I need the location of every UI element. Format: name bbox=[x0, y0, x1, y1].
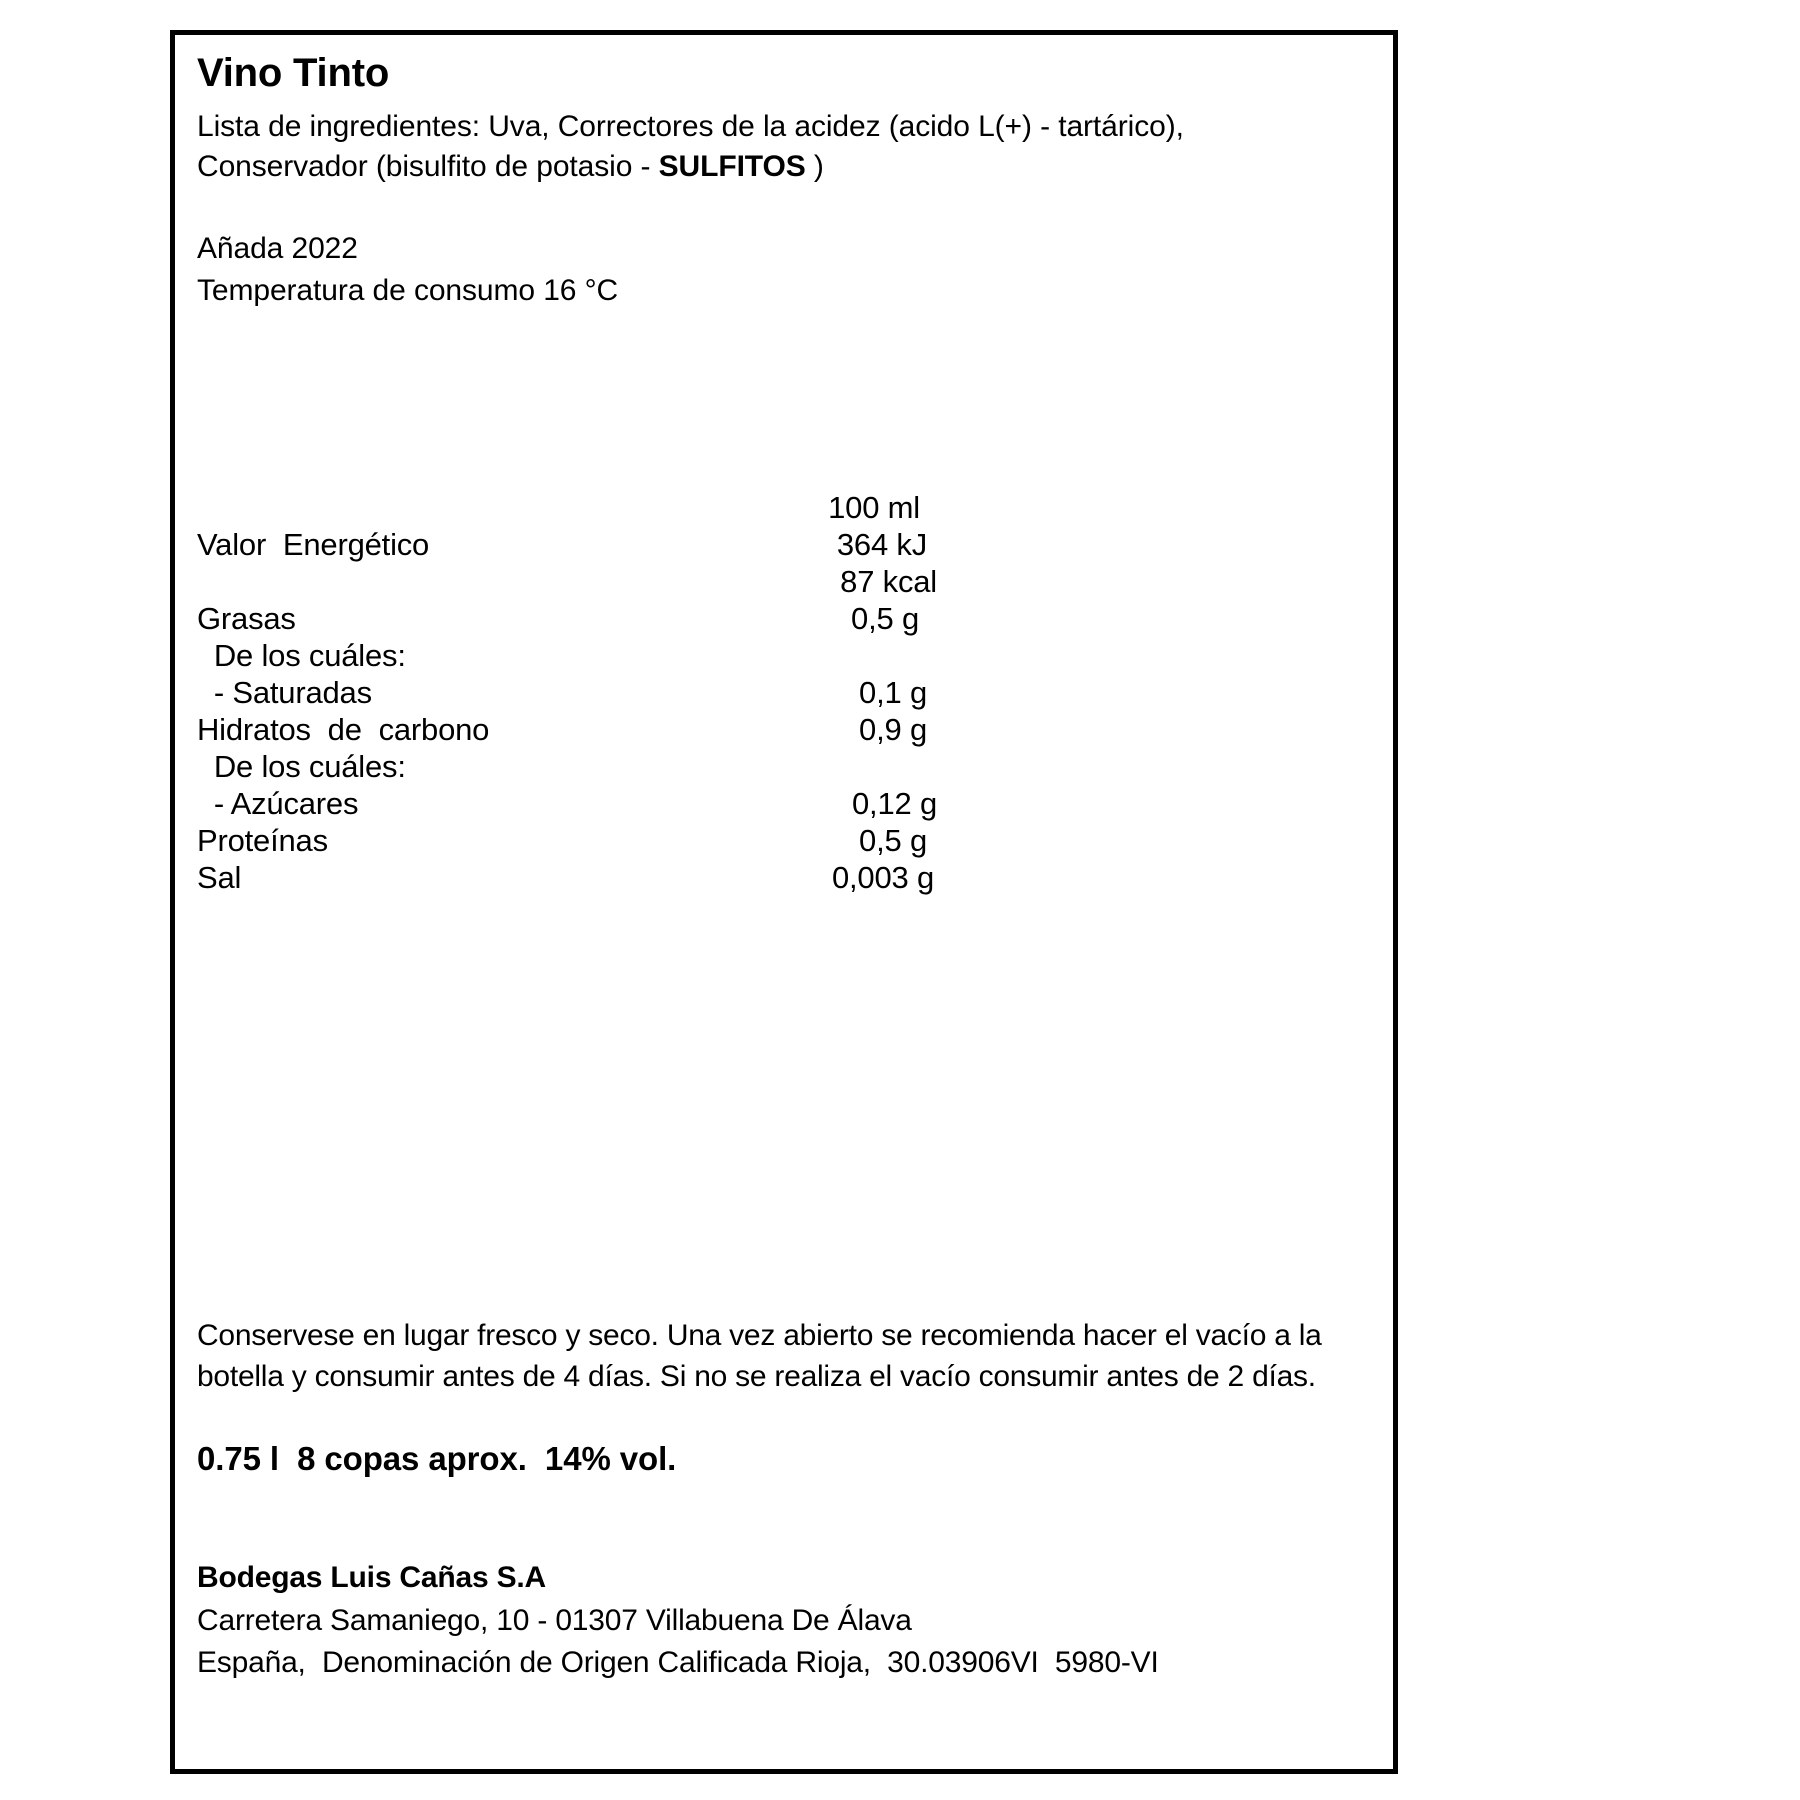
table-row-fat-of-which bbox=[197, 638, 937, 675]
table-row-energy-kj bbox=[197, 527, 937, 564]
nutrition-table bbox=[197, 490, 937, 897]
table-row-saturates bbox=[197, 675, 937, 712]
sugars-value: 0,12 g bbox=[852, 786, 937, 821]
table-row-carbohydrates bbox=[197, 712, 937, 749]
fat-label: Grasas bbox=[197, 601, 296, 636]
protein-value: 0,5 g bbox=[859, 823, 927, 858]
allergen-sulfitos: SULFITOS bbox=[658, 149, 806, 183]
energy-kj-value: 364 kJ bbox=[836, 527, 927, 562]
ingredients-line-2-suffix: ) bbox=[805, 149, 824, 183]
table-row-energy-kcal bbox=[197, 564, 937, 601]
carbohydrates-label: Hidratos de carbono bbox=[197, 712, 490, 747]
ingredients-line-1: Lista de ingredientes: Uva, Correctores de la acidez (acido L(+) - tartárico), bbox=[197, 110, 1184, 143]
carbohydrates-value: 0,9 g bbox=[859, 712, 927, 747]
table-row-sugars bbox=[197, 786, 937, 823]
label-content bbox=[197, 35, 1383, 1769]
vintage-year: Añada 2022 bbox=[197, 232, 358, 266]
vintage-and-serving bbox=[197, 186, 1383, 311]
table-row-salt bbox=[197, 860, 937, 897]
fat-value: 0,5 g bbox=[851, 601, 919, 636]
salt-label: Sal bbox=[197, 860, 242, 895]
energy-label: Valor Energético bbox=[197, 527, 430, 562]
serving-temperature: Temperatura de consumo 16 °C bbox=[197, 273, 619, 307]
saturates-label: - Saturadas bbox=[197, 675, 372, 710]
nutrition-header-value: 100 ml bbox=[828, 490, 920, 525]
fat-of-which-label: De los cuáles: bbox=[197, 638, 406, 673]
energy-kcal-value: 87 kcal bbox=[840, 564, 937, 599]
producer-company: Bodegas Luis Cañas S.A bbox=[197, 1561, 547, 1594]
producer-origin-and-codes: España, Denominación de Origen Calificada Rioja, 30.03906VI 5980-VI bbox=[197, 1646, 1159, 1680]
protein-label: Proteínas bbox=[197, 823, 328, 858]
producer-block bbox=[197, 1557, 1387, 1685]
table-row-protein bbox=[197, 823, 937, 860]
volume-and-abv: 0.75 l 8 copas aprox. 14% vol. bbox=[197, 1440, 677, 1477]
producer-address: Carretera Samaniego, 10 - 01307 Villabuena De Álava bbox=[197, 1603, 912, 1637]
product-title: Vino Tinto bbox=[197, 51, 390, 95]
ingredients-list bbox=[197, 95, 1317, 186]
saturates-value: 0,1 g bbox=[859, 675, 927, 710]
nutrition-header-row bbox=[197, 490, 937, 527]
ingredients-line-2-prefix: Conservador (bisulfito de potasio - bbox=[197, 149, 659, 183]
salt-value: 0,003 g bbox=[831, 860, 934, 895]
table-row-carbs-of-which bbox=[197, 749, 937, 786]
label-border-frame bbox=[170, 30, 1398, 1774]
storage-instructions: Conservese en lugar fresco y seco. Una vez abierto se recomienda hacer el vacío a la botella y consumir antes de 4 días. Si no se realiza el vacío consumir antes de 2 días. bbox=[197, 1319, 1322, 1394]
table-row-fat bbox=[197, 601, 937, 638]
carbs-of-which-label: De los cuáles: bbox=[197, 749, 406, 784]
sugars-label: - Azúcares bbox=[197, 786, 359, 821]
